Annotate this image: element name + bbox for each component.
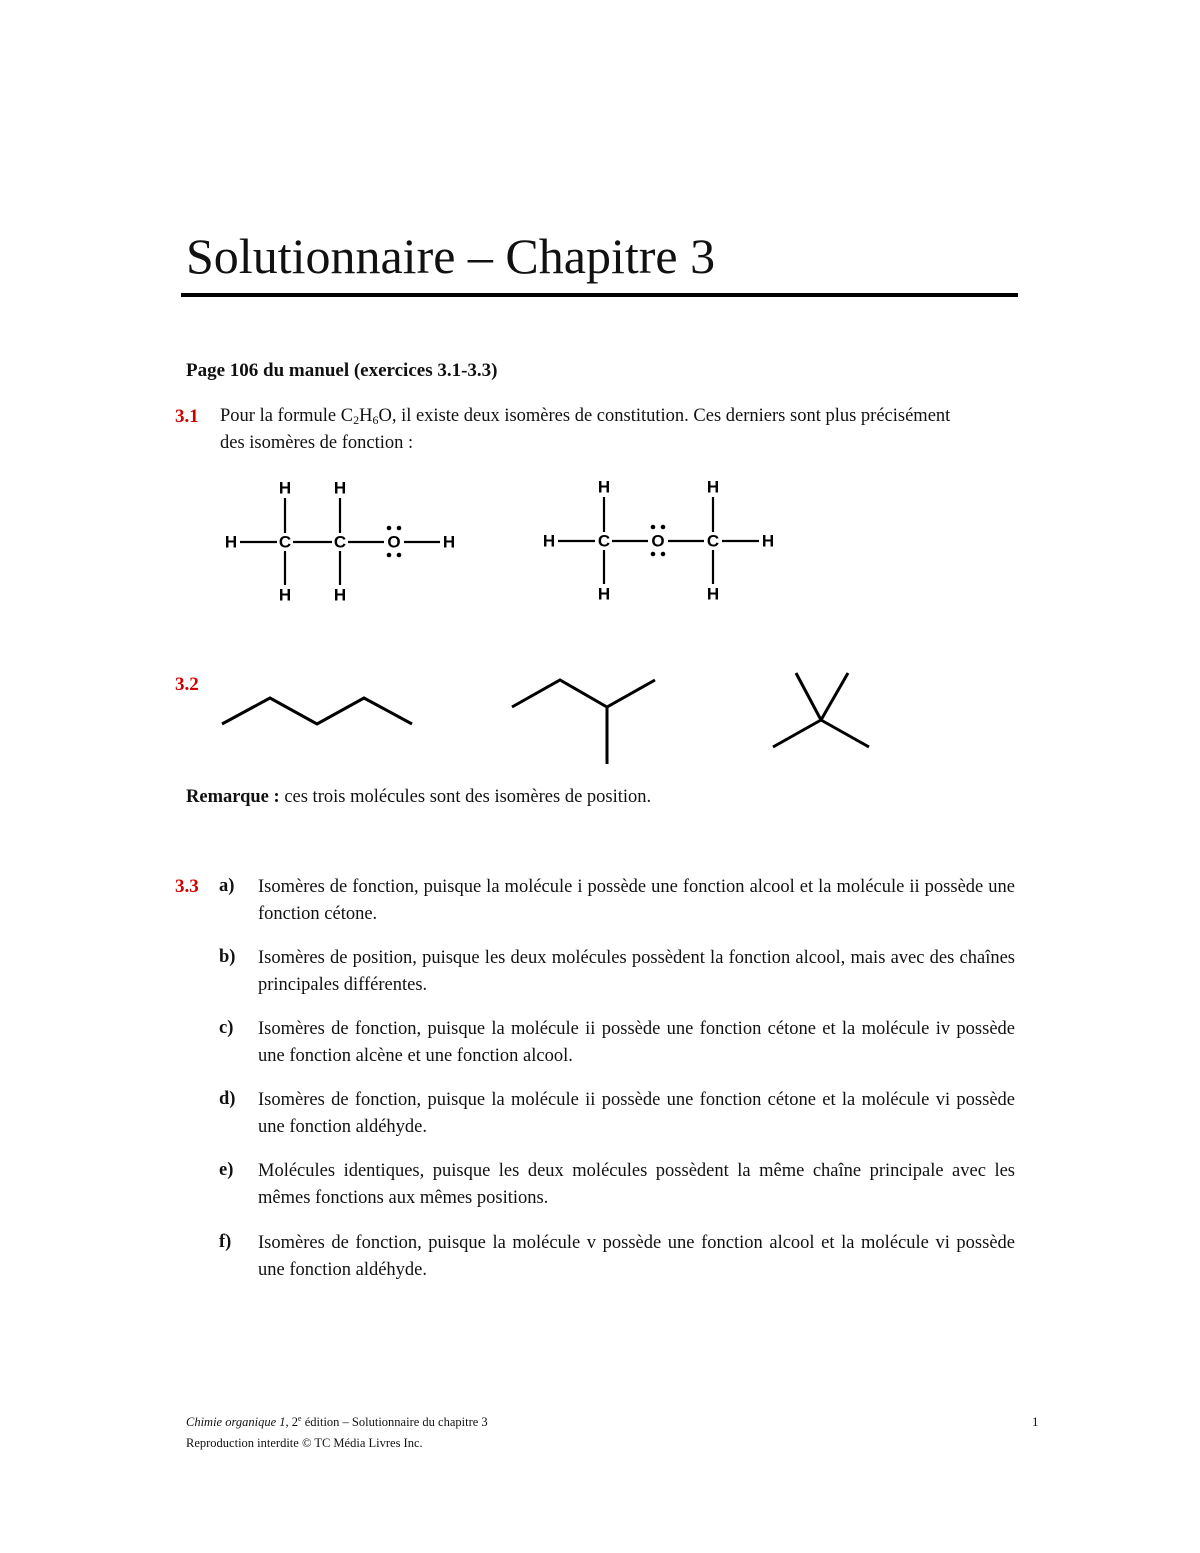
ether-atom-c: C [597, 531, 611, 551]
answer-text-a: Isomères de fonction, puisque la molécule i possède une fonction alcool et la molécule ii possède une fonction cétone. [258, 877, 1015, 924]
ethanol-atom-o: O [387, 532, 401, 552]
footer-edition-sup: e [298, 1414, 302, 1423]
remark [186, 787, 651, 808]
exercise-number-3-3: 3.3 [175, 876, 199, 897]
ethanol-atom-h: H [333, 478, 347, 498]
ex31-h: H [359, 406, 373, 426]
answer-letter-e: e) [219, 1160, 234, 1180]
neopentane-skeleton [773, 673, 869, 747]
section-heading: Page 106 du manuel (exercices 3.1-3.3) [186, 360, 498, 381]
footer-edition-pre: , 2 [285, 1415, 299, 1430]
ethanol-atom-h: H [278, 478, 292, 498]
ether-atom-o: O [651, 531, 665, 551]
ex31-line1-pre: Pour la formule C [220, 406, 354, 426]
answer-letter-a: a) [219, 876, 235, 896]
answer-letter-b: b) [219, 947, 236, 967]
ex31-sub-2: 2 [353, 413, 360, 427]
isopentane-skeleton [512, 680, 655, 764]
footer-copyright: Reproduction interdite © TC Média Livres Inc. [186, 1436, 423, 1450]
ether-atom-h: H [761, 531, 775, 551]
ether-atom-h: H [706, 584, 720, 604]
ether-atom-h: H [597, 477, 611, 497]
exercise-number-3-2: 3.2 [175, 674, 199, 695]
ethanol-atom-h: H [278, 585, 292, 605]
ethanol-atom-c: C [333, 532, 347, 552]
ex31-line1-post: O, il existe deux isomères de constitution. Ces derniers sont plus précisément [378, 406, 951, 426]
ethanol-atom-h: H [224, 532, 238, 552]
remark-label: Remarque : [186, 787, 280, 807]
answer-text-e: Molécules identiques, puisque les deux molécules possèdent la même chaîne principale avec les mêmes fonctions aux mêmes positions. [258, 1161, 1015, 1208]
page-number: 1 [1032, 1414, 1039, 1429]
answer-text-c: Isomères de fonction, puisque la molécule ii possède une fonction cétone et la molécule iv possède une fonction alcène et une fonction alcool. [258, 1019, 1015, 1066]
ether-atom-h: H [542, 531, 556, 551]
pentane-skeleton [222, 698, 412, 724]
ethanol-atom-h: H [442, 532, 456, 552]
answer-letter-d: d) [219, 1089, 236, 1109]
footer-book-title: Chimie organique 1 [186, 1415, 286, 1430]
page-title: Solutionnaire – Chapitre 3 [186, 228, 716, 284]
ether-atom-h: H [597, 584, 611, 604]
ex31-sub-6: 6 [372, 413, 379, 427]
answer-letter-f: f) [219, 1232, 232, 1252]
ethanol-atom-h: H [333, 585, 347, 605]
answer-letter-c: c) [219, 1018, 234, 1038]
ether-atom-c: C [706, 531, 720, 551]
answer-text-b: Isomères de position, puisque les deux molécules possèdent la fonction alcool, mais avec des chaînes principales différentes. [258, 948, 1015, 995]
footer-source [186, 1414, 488, 1430]
remark-text: ces trois molécules sont des isomères de position. [279, 787, 652, 807]
exercise-number-3-1: 3.1 [175, 406, 199, 427]
ethanol-atom-c: C [278, 532, 292, 552]
footer-edition-post: édition – Solutionnaire du chapitre 3 [301, 1415, 488, 1430]
ex31-line2: des isomères de fonction : [220, 433, 414, 453]
answer-text-f: Isomères de fonction, puisque la molécule v possède une fonction alcool et la molécule vi possède une fonction aldéhyde. [258, 1233, 1015, 1280]
answer-text-d: Isomères de fonction, puisque la molécule ii possède une fonction cétone et la molécule vi possède une fonction aldéhyde. [258, 1090, 1015, 1137]
ether-atom-h: H [706, 477, 720, 497]
